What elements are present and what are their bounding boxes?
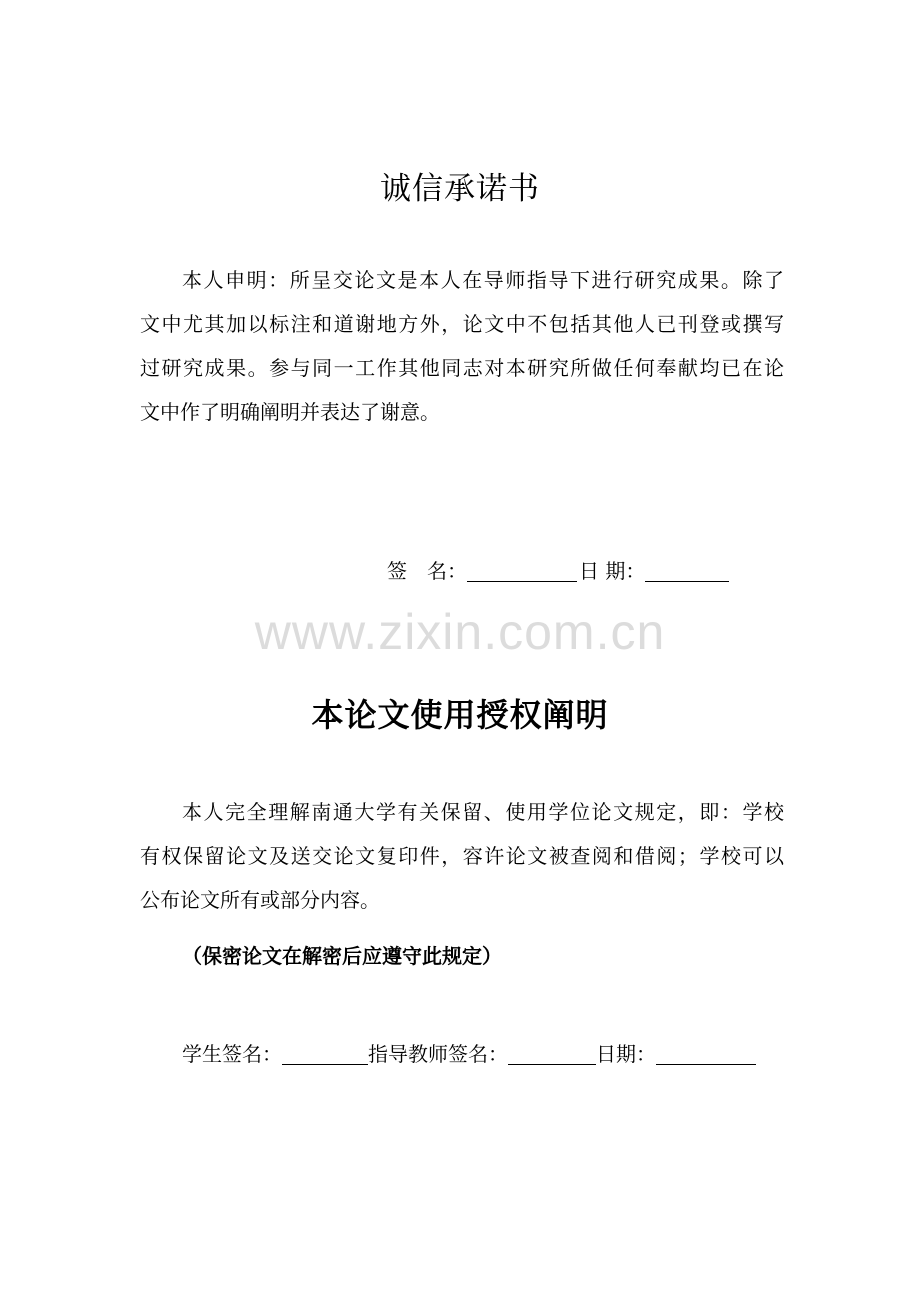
authorization-line-1: 本人完全理解南通大学有关保留、使用学位论文规定，即：学校 [182,800,784,824]
pledge-line-1: 本人申明：所呈交论文是本人在导师指导下进行研究成果。除了 [182,268,784,292]
authorization-signature-row [182,1036,756,1072]
pledge-line-2: 文中尤其加以标注和道谢地方外，论文中不包括其他人已刊登或撰写 [140,312,784,336]
pledge-line-3: 过研究成果。参与同一工作其他同志对本研究所做任何奉献均已在论 [140,356,784,380]
signature-label: 签 名： [387,559,467,583]
student-signature-blank[interactable] [282,1040,368,1065]
authorization-line-3: 公布论文所有或部分内容。 [140,888,380,912]
signature-blank[interactable] [467,557,577,582]
advisor-signature-blank[interactable] [508,1040,596,1065]
student-signature-label: 学生签名： [182,1042,282,1066]
authorization-title: 本论文使用授权阐明 [311,696,609,734]
watermark: www.zixin.com.cn [254,604,666,660]
advisor-signature-label: 指导教师签名： [368,1042,508,1066]
pledge-line-4: 文中作了明确阐明并表达了谢意。 [140,400,440,424]
authorization-line-2: 有权保留论文及送交论文复印件，容许论文被查阅和借阅；学校可以 [140,844,784,868]
pledge-signature-row [387,553,729,589]
auth-date-label: 日期： [596,1042,656,1066]
authorization-paragraph [140,790,784,922]
date-blank[interactable] [645,557,729,582]
auth-date-blank[interactable] [656,1040,756,1065]
date-label: 日 期： [579,559,646,583]
pledge-paragraph [140,258,784,434]
pledge-title: 诚信承诺书 [380,171,540,207]
confidential-note: （保密论文在解密后应遵守此规定） [182,944,502,968]
